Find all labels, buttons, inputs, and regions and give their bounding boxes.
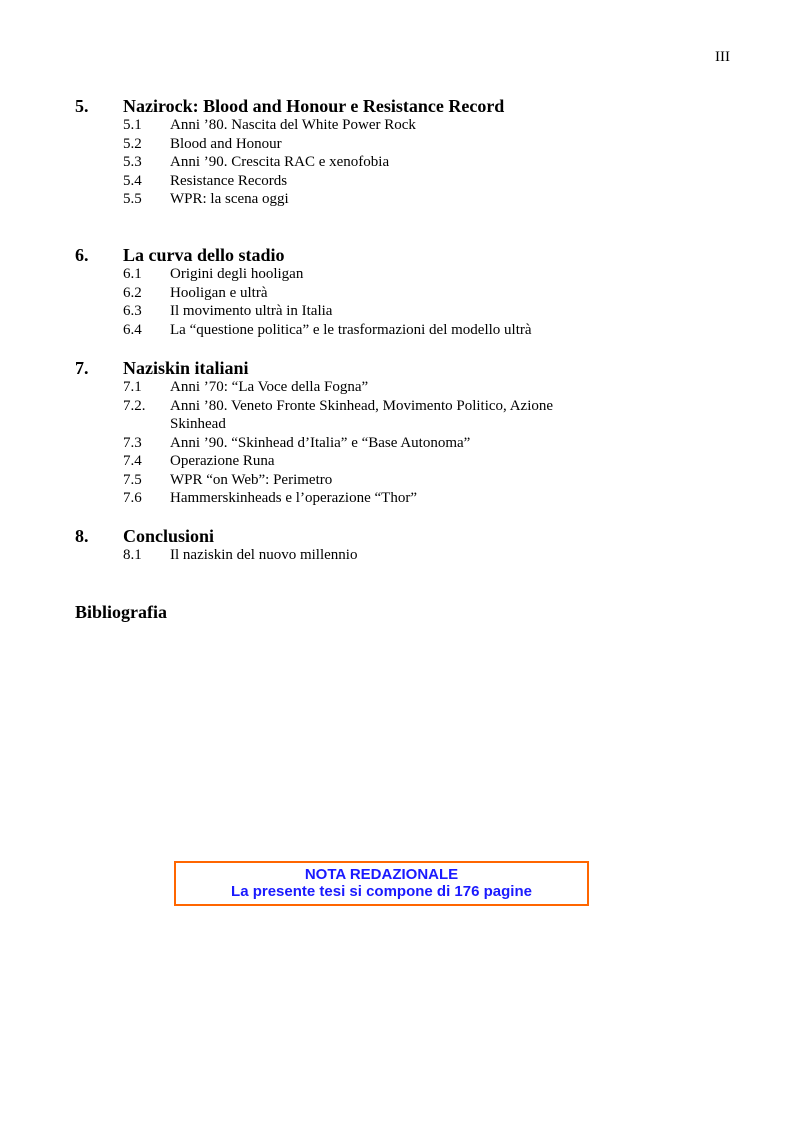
section-item [0, 434, 793, 453]
section-item [0, 471, 793, 490]
section-number: 5.3 [123, 154, 142, 170]
section-item [0, 172, 793, 191]
editorial-note-box [174, 861, 589, 906]
chapter-title: Nazirock: Blood and Honour e Resistance Record [123, 96, 505, 116]
section-title: Anni ’90. Crescita RAC e xenofobia [170, 154, 390, 170]
chapter-heading [0, 358, 793, 378]
chapter-heading [0, 245, 793, 265]
section-number: 7.3 [123, 434, 142, 451]
section-number: 7.2. [123, 397, 146, 414]
section-item [0, 321, 793, 340]
section-item [0, 190, 793, 209]
chapter-heading [0, 96, 793, 116]
section-title: Resistance Records [170, 172, 288, 189]
section-title: Anni ’70: “La Voce della Fogna” [170, 379, 369, 395]
section-title: Anni ’90. “Skinhead d’Italia” e “Base Autonoma” [170, 434, 471, 451]
section-title: Anni ’80. Veneto Fronte Skinhead, Movimento Politico, Azione Skinhead [170, 397, 554, 432]
chapter-7 [0, 358, 793, 508]
section-item [0, 378, 793, 397]
chapter-8 [0, 526, 793, 565]
chapter-title: Conclusioni [123, 526, 215, 546]
section-number: 8.1 [123, 547, 142, 563]
section-title: WPR: la scena oggi [170, 191, 289, 207]
section-title: Blood and Honour [170, 135, 282, 152]
chapter-number: 7. [75, 358, 89, 378]
bibliography-heading: Bibliografia [75, 602, 168, 622]
section-number: 7.5 [123, 471, 142, 488]
editorial-note-title: NOTA REDAZIONALE [304, 866, 459, 883]
section-number: 6.3 [123, 303, 142, 319]
section-item [0, 116, 793, 135]
chapter-number: 6. [75, 245, 89, 265]
section-title: La “questione politica” e le trasformazioni del modello ultrà [170, 321, 532, 338]
section-title: WPR “on Web”: Perimetro [170, 471, 333, 488]
page-number: III [715, 49, 730, 65]
section-title: Origini degli hooligan [170, 266, 304, 282]
section-title: Hooligan e ultrà [170, 284, 268, 301]
section-number: 7.6 [123, 490, 142, 506]
section-item [0, 284, 793, 303]
chapter-number: 5. [75, 96, 89, 116]
section-number: 7.4 [123, 453, 142, 469]
section-number: 7.1 [123, 379, 142, 395]
section-number: 5.4 [123, 172, 142, 189]
section-title: Anni ’80. Nascita del White Power Rock [170, 117, 416, 133]
section-number: 6.2 [123, 284, 142, 301]
chapter-title: La curva dello stadio [123, 245, 285, 265]
section-list [0, 265, 793, 339]
section-item [0, 452, 793, 471]
editorial-note-text: La presente tesi si compone di 176 pagine [231, 883, 532, 900]
section-item [0, 135, 793, 154]
section-item [0, 397, 793, 434]
section-title: Il naziskin del nuovo millennio [170, 547, 358, 563]
section-item [0, 153, 793, 172]
chapter-5 [0, 96, 793, 209]
section-list [0, 378, 793, 508]
section-list [0, 546, 793, 565]
section-title: Operazione Runa [170, 453, 275, 469]
section-number: 6.1 [123, 266, 142, 282]
section-item [0, 489, 793, 508]
section-item [0, 265, 793, 284]
section-title: Il movimento ultrà in Italia [170, 303, 333, 319]
section-item [0, 302, 793, 321]
section-number: 5.5 [123, 191, 142, 207]
section-number: 5.1 [123, 117, 142, 133]
chapter-number: 8. [75, 526, 89, 546]
section-list [0, 116, 793, 209]
chapter-6 [0, 245, 793, 339]
chapter-title: Naziskin italiani [123, 358, 249, 378]
section-item [0, 546, 793, 565]
section-number: 5.2 [123, 135, 142, 152]
section-title: Hammerskinheads e l’operazione “Thor” [170, 490, 417, 506]
chapter-heading [0, 526, 793, 546]
section-number: 6.4 [123, 321, 142, 338]
